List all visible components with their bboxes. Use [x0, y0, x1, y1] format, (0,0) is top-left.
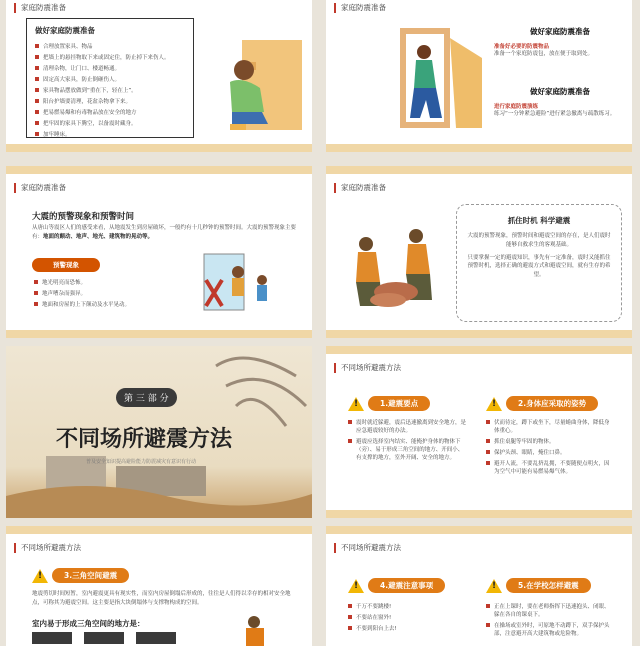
block1-text: 准备一个家庭防震包，放在便于取到处。: [494, 51, 594, 57]
bullet-icon: [486, 604, 490, 608]
note-item: 不要到阳台上去!: [348, 624, 468, 632]
rescuers-illustration: [340, 222, 450, 312]
slide-seize-moment[interactable]: [326, 166, 632, 338]
note-item: 千万不要跳楼!: [348, 602, 468, 610]
prep-item: 把墙上的悬挂物取下来或固定住，防止掉下来伤人。: [35, 53, 185, 61]
section-label: 不同场所避震方法: [334, 542, 401, 553]
posture-item: 伏而待定，蹲下或坐下，尽量蜷曲身体，降低身体重心。: [486, 418, 614, 434]
section-label: 不同场所避震方法: [14, 542, 81, 553]
prep-item: 合理放置家具、物品: [35, 42, 185, 50]
bullet-icon: [35, 132, 39, 136]
warning-icon: [348, 579, 364, 593]
prep-block-2: [494, 86, 626, 119]
bullet-icon: [486, 461, 490, 465]
prep-item: 清理杂物，让门口、楼道畅通。: [35, 64, 185, 72]
warning-icon: [32, 569, 48, 583]
escaping-man-illustration: [386, 18, 486, 138]
section-label: 家庭防震准备: [14, 2, 66, 13]
slide-notes-school[interactable]: [326, 526, 632, 646]
advice-box: [456, 204, 622, 322]
prep-item: 固定高大家具，防止倒砸伤人。: [35, 75, 185, 83]
bullet-icon: [35, 44, 39, 48]
bullet-icon: [486, 420, 490, 424]
prep-list: [35, 42, 185, 138]
warning-list: [34, 278, 204, 311]
posture-item: 保护头颈、眼睛，掩住口鼻。: [486, 448, 614, 456]
section-label: 家庭防震准备: [334, 182, 386, 193]
avoidance-point-list: [348, 418, 468, 464]
posture-header: ! 2.身体应采取的姿势: [486, 396, 598, 411]
notes-list: [348, 602, 468, 635]
avoidance-item: 避震应选择室内结实、能掩护身体的物体下（旁）、易于形成三角空间的地方、开间小、有支撑的地方，室外开阔、安全的地方。: [348, 437, 468, 461]
triangle-paragraph: 地震剪切时间短暂，室内避震更具有现实性，而室内房屋倒塌后形成的，往往是人们得以幸存的相对安全地点，可称其为避震空间。这主要是指大块倒塌体与支撑物构成的空间。: [32, 591, 291, 606]
section-label: 家庭防震准备: [14, 182, 66, 193]
bullet-icon: [35, 55, 39, 59]
prep-item: 家具物品摆放做到“重在下，轻在上”。: [35, 86, 185, 94]
warning-pill: 预警现象: [32, 258, 100, 272]
warning-item: 地光明亮而恐怖。: [34, 278, 204, 286]
block1-sub: 准备好必要的防震物品: [494, 44, 550, 50]
advice-title: 抓住时机 科学避震: [507, 216, 571, 225]
warning-icon: [348, 397, 364, 411]
crouching-woman-illustration: [202, 32, 308, 138]
image-thumbnails: [32, 632, 176, 644]
bullet-icon: [348, 439, 352, 443]
box-title: 做好家庭防震准备: [35, 26, 95, 35]
kids-window-illustration: [202, 250, 282, 320]
warning-item: 地面和房屋的上下颠动及水平晃动。: [34, 300, 204, 308]
prep-block-1: [494, 26, 626, 59]
slide-avoidance-points[interactable]: [326, 346, 632, 518]
prep-item: 把易燃易爆和有毒物品放在安全的地方: [35, 108, 185, 116]
slide-warning-signs[interactable]: [6, 166, 312, 338]
posture-item: 抓住桌腿等牢固的物体。: [486, 437, 614, 445]
slide-home-prep-2[interactable]: [326, 0, 632, 152]
section-label: 家庭防震准备: [334, 2, 386, 13]
bullet-icon: [34, 291, 38, 295]
advice-text-2: 只要掌握一定的避震知识，事先有一定准备，震时又能抓住预警时机，选择正确的避震方式和避震空间，就有生存的希望。: [467, 254, 611, 279]
section-label: 不同场所避震方法: [334, 362, 401, 373]
thumb: [136, 632, 176, 644]
cover-subtitle: 普及安全知识提高避险能力防震减灾有意识有行动: [86, 459, 197, 465]
warning-icon: [486, 579, 502, 593]
school-header: ! 5.在学校怎样避震: [486, 578, 591, 593]
bullet-icon: [486, 439, 490, 443]
bullet-icon: [34, 302, 38, 306]
bullet-icon: [35, 99, 39, 103]
bullet-icon: [348, 420, 352, 424]
intro-paragraph: 从唐山等震区人们的感受来看，从地震发生到房屋破坏，一般约有十几秒钟的预警时间。大震的预警现象主要有：地面的颠动、地声、地光、建筑物的晃动等。: [32, 225, 297, 240]
bullet-icon: [486, 623, 490, 627]
bullet-icon: [35, 121, 39, 125]
avoidance-item: 震时就近躲避，震后迅速撤离到安全地方，是应急避震较好的办法。: [348, 418, 468, 434]
block1-title: 做好家庭防震准备: [530, 27, 590, 36]
bullet-icon: [486, 450, 490, 454]
slide-home-prep-1[interactable]: [6, 0, 312, 152]
school-item: 在操场或室外时，可原地不动蹲下，双手保护头部，注意避开高大建筑物或危险物。: [486, 621, 614, 637]
school-list: [486, 602, 614, 640]
block2-text: 练习“一分钟紧急避险”进行紧急撤离与疏散练习。: [494, 111, 616, 117]
thumb: [32, 632, 72, 644]
advice-text-1: 大震的预警现象，预警时间和避震空间的存在，是人们震时能够自救求生的客观基础。: [467, 233, 611, 248]
triangle-space-header: ! 3.三角空间避震: [32, 568, 129, 583]
warning-icon: [486, 397, 502, 411]
bullet-icon: [348, 615, 352, 619]
posture-item: 避开人流，不要乱挤乱拥，不要随便点明火，因为空气中可能有易燃易爆气体。: [486, 459, 614, 475]
school-item: 正在上课时，要在老师指挥下迅速抱头、闭眼、躲在各自的课桌下。: [486, 602, 614, 618]
note-item: 不要站在窗外!: [348, 613, 468, 621]
bullet-icon: [348, 604, 352, 608]
avoidance-point-header: ! 1.避震要点: [348, 396, 430, 411]
bullet-icon: [35, 110, 39, 114]
prep-item: 阳台护墙要清理，花盆杂物拿下来。: [35, 97, 185, 105]
bullet-icon: [34, 280, 38, 284]
slide-part-three-cover[interactable]: [6, 346, 312, 518]
figure-illustration: [232, 612, 282, 646]
prep-item: 加牢睡床。: [35, 130, 185, 138]
bullet-icon: [348, 626, 352, 630]
posture-list: [486, 418, 614, 478]
triangle-subtitle: 室内易于形成三角空间的地方是：: [32, 619, 145, 628]
slide-title: 大震的预警现象和预警时间: [32, 212, 135, 222]
bullet-icon: [35, 88, 39, 92]
block2-sub: 进行家庭防震演练: [494, 104, 539, 110]
prep-item: 把牢固的家具下腾空，以备震时藏身。: [35, 119, 185, 127]
warning-item: 地声嘈杂而强异。: [34, 289, 204, 297]
thumb: [84, 632, 124, 644]
block2-title: 做好家庭防震准备: [530, 87, 590, 96]
prep-list-box: [26, 18, 194, 138]
bullet-icon: [35, 66, 39, 70]
part-label: 第 三 部 分: [116, 388, 177, 407]
notes-header: ! 4.避震注意事项: [348, 578, 445, 593]
cover-title: 不同场所避震方法: [56, 427, 233, 452]
bullet-icon: [35, 77, 39, 81]
slide-triangle-space[interactable]: [6, 526, 312, 646]
